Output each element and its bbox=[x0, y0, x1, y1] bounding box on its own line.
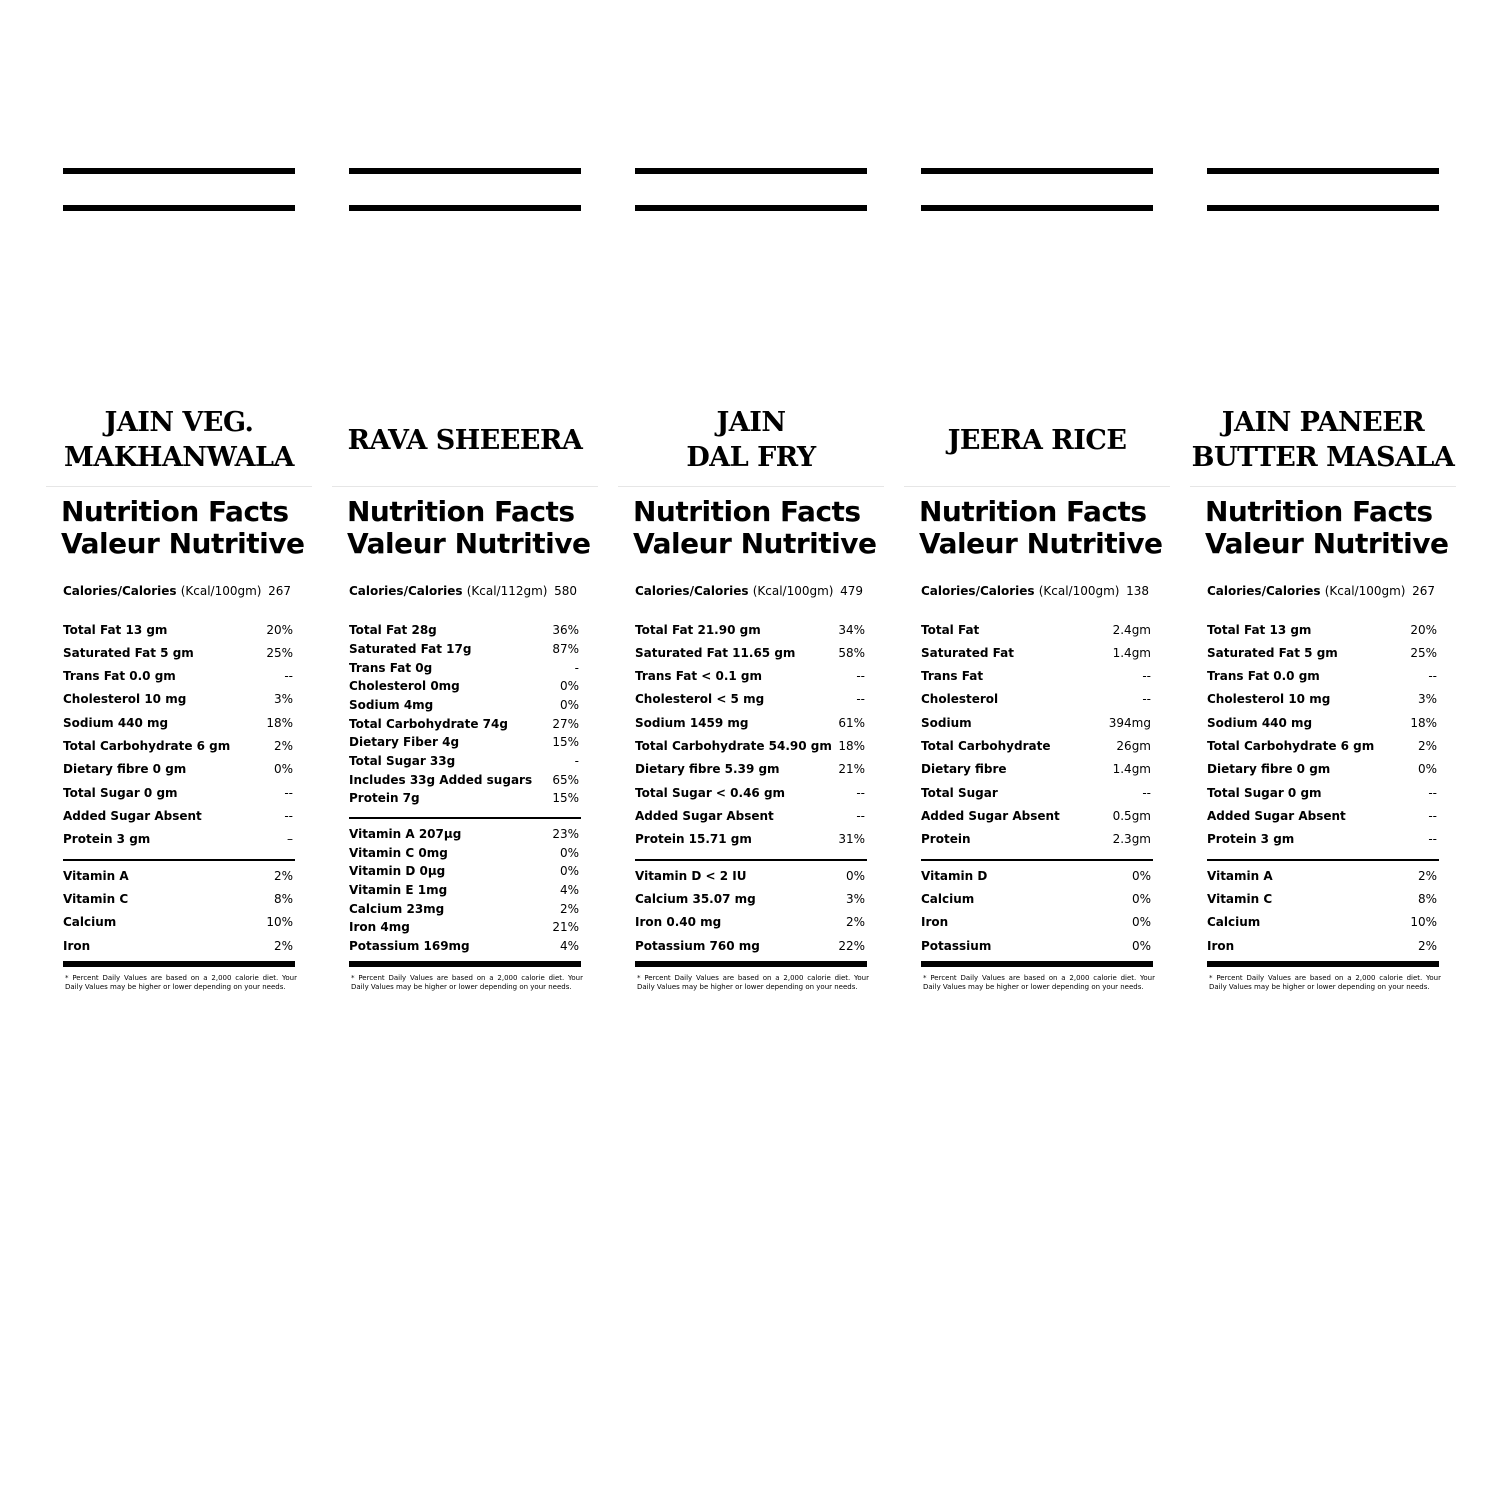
dish-title: JAIN VEG. MAKHANWALA bbox=[64, 407, 294, 473]
calories-unit: (Kcal/100gm) bbox=[1324, 584, 1406, 598]
nutrient-value: 15% bbox=[552, 791, 579, 805]
nutrient-name: Total Carbohydrate 74g bbox=[349, 717, 508, 731]
nutrient-row bbox=[349, 789, 581, 807]
vitamin-row bbox=[63, 867, 295, 885]
nutrient-value: -- bbox=[856, 786, 865, 800]
vitamin-name: Iron 4mg bbox=[349, 920, 410, 934]
vitamin-row bbox=[349, 900, 581, 918]
nutrient-value: -- bbox=[856, 809, 865, 823]
nutrient-value: - bbox=[574, 661, 579, 675]
nutrient-value: 58% bbox=[838, 646, 865, 660]
nutrient-name: Sodium 4mg bbox=[349, 698, 434, 712]
thin-rule bbox=[1207, 859, 1439, 861]
nutrient-row bbox=[921, 714, 1153, 732]
nutrient-value: 34% bbox=[838, 623, 865, 637]
calories-row bbox=[635, 580, 867, 602]
thin-rule bbox=[921, 859, 1153, 861]
nutrient-value: 2.4gm bbox=[1112, 623, 1151, 637]
nutrient-value: 0% bbox=[1417, 762, 1437, 776]
nutrient-name: Cholesterol 10 mg bbox=[63, 692, 187, 706]
calories-row bbox=[349, 580, 581, 602]
nutrient-value: 25% bbox=[266, 646, 293, 660]
nutrient-row bbox=[349, 771, 581, 789]
dish-title: RAVA SHEEERA bbox=[347, 424, 583, 456]
vitamin-name: Potassium bbox=[921, 939, 992, 953]
vitamin-value: 0% bbox=[1131, 869, 1151, 883]
nutrient-name: Dietary Fiber 4g bbox=[349, 735, 460, 749]
vitamin-row bbox=[921, 867, 1153, 885]
nutrient-value: 2% bbox=[273, 739, 293, 753]
nutrient-row bbox=[349, 659, 581, 677]
footnote: * Percent Daily Values are based on a 2,000 calorie diet. Your Daily Values may be higher or lower depending on your needs. bbox=[351, 974, 583, 991]
calories-row bbox=[1207, 580, 1439, 602]
vitamin-value: 0% bbox=[1131, 892, 1151, 906]
vitamin-row bbox=[635, 890, 867, 908]
vitamin-value: 2% bbox=[845, 915, 865, 929]
nutrient-value: -- bbox=[856, 669, 865, 683]
vitamin-name: Vitamin A bbox=[63, 869, 129, 883]
nutrient-name: Protein 15.71 gm bbox=[635, 832, 752, 846]
nutrient-name: Trans Fat 0.0 gm bbox=[1207, 669, 1320, 683]
nutrient-row bbox=[349, 752, 581, 770]
vitamin-value: 3% bbox=[845, 892, 865, 906]
nutrient-row bbox=[635, 784, 867, 802]
vitamin-name: Vitamin D 0µg bbox=[349, 864, 446, 878]
nutrient-row bbox=[349, 733, 581, 751]
thick-rule bbox=[63, 168, 295, 174]
nutrient-value: 20% bbox=[266, 623, 293, 637]
nutrient-row bbox=[921, 644, 1153, 662]
nutrient-value: 61% bbox=[838, 716, 865, 730]
vitamin-row bbox=[349, 918, 581, 936]
nutrient-row bbox=[349, 715, 581, 733]
nutrient-row bbox=[349, 696, 581, 714]
nutrient-name: Trans Fat < 0.1 gm bbox=[635, 669, 763, 683]
nutrient-value: 2% bbox=[1417, 739, 1437, 753]
nutrient-value: 18% bbox=[1410, 716, 1437, 730]
vitamin-name: Calcium 35.07 mg bbox=[635, 892, 756, 906]
title-divider bbox=[904, 486, 1170, 487]
nutrient-value: 1.4gm bbox=[1112, 762, 1151, 776]
nutrition-heading bbox=[633, 495, 877, 560]
nutrient-value: 3% bbox=[273, 692, 293, 706]
heading-french: Valeur Nutritive bbox=[1205, 527, 1449, 560]
vitamin-row bbox=[349, 844, 581, 862]
vitamin-value: 2% bbox=[1417, 869, 1437, 883]
heading-english: Nutrition Facts bbox=[347, 495, 575, 528]
nutrient-value: 18% bbox=[266, 716, 293, 730]
nutrient-name: Total Sugar < 0.46 gm bbox=[635, 786, 786, 800]
nutrient-name: Dietary fibre 5.39 gm bbox=[635, 762, 780, 776]
nutrient-value: 394mg bbox=[1108, 716, 1151, 730]
nutrient-row bbox=[1207, 714, 1439, 732]
nutrient-row bbox=[635, 807, 867, 825]
dish-title: JEERA RICE bbox=[947, 424, 1127, 456]
nutrient-name: Trans Fat 0g bbox=[349, 661, 433, 675]
vitamin-row bbox=[921, 913, 1153, 931]
nutrient-value: -- bbox=[1428, 832, 1437, 846]
vitamin-row bbox=[1207, 867, 1439, 885]
nutrient-value: -- bbox=[1428, 669, 1437, 683]
vitamin-name: Calcium bbox=[63, 915, 117, 929]
nutrient-row bbox=[63, 621, 295, 639]
thick-rule bbox=[635, 961, 867, 967]
nutrient-row bbox=[921, 737, 1153, 755]
vitamin-value: 0% bbox=[1131, 915, 1151, 929]
nutrient-row bbox=[1207, 737, 1439, 755]
vitamin-name: Potassium 760 mg bbox=[635, 939, 760, 953]
nutrient-value: – bbox=[287, 832, 293, 846]
vitamin-row bbox=[63, 890, 295, 908]
nutrient-value: -- bbox=[1428, 786, 1437, 800]
nutrient-name: Total Sugar bbox=[921, 786, 998, 800]
thick-rule bbox=[1207, 961, 1439, 967]
nutrient-row bbox=[1207, 760, 1439, 778]
nutrition-heading bbox=[61, 495, 305, 560]
vitamin-value: 10% bbox=[1410, 915, 1437, 929]
nutrient-name: Sodium 440 mg bbox=[63, 716, 169, 730]
vitamin-value: 0% bbox=[559, 846, 579, 860]
nutrient-row bbox=[349, 677, 581, 695]
thick-rule bbox=[1207, 168, 1439, 174]
vitamin-name: Vitamin A bbox=[1207, 869, 1273, 883]
calories-unit: (Kcal/100gm) bbox=[752, 584, 834, 598]
vitamin-name: Vitamin C bbox=[1207, 892, 1273, 906]
nutrient-name: Saturated Fat 5 gm bbox=[63, 646, 194, 660]
nutrient-value: 26gm bbox=[1116, 739, 1151, 753]
nutrient-name: Includes 33g Added sugars bbox=[349, 773, 533, 787]
heading-french: Valeur Nutritive bbox=[347, 527, 591, 560]
calories-label bbox=[349, 584, 548, 598]
nutrient-name: Trans Fat 0.0 gm bbox=[63, 669, 176, 683]
nutrient-row bbox=[921, 830, 1153, 848]
thick-rule bbox=[349, 961, 581, 967]
footnote: * Percent Daily Values are based on a 2,000 calorie diet. Your Daily Values may be higher or lower depending on your needs. bbox=[65, 974, 297, 991]
heading-french: Valeur Nutritive bbox=[633, 527, 877, 560]
nutrient-row bbox=[635, 714, 867, 732]
vitamin-name: Iron bbox=[63, 939, 91, 953]
nutrient-name: Total Carbohydrate 54.90 gm bbox=[635, 739, 832, 753]
thin-rule bbox=[349, 817, 581, 819]
nutrient-name: Sodium bbox=[921, 716, 972, 730]
thick-rule bbox=[635, 205, 867, 211]
nutrient-name: Dietary fibre 0 gm bbox=[1207, 762, 1331, 776]
nutrient-row bbox=[63, 737, 295, 755]
nutrient-value: 0% bbox=[559, 698, 579, 712]
nutrient-row bbox=[63, 807, 295, 825]
vitamin-value: 23% bbox=[552, 827, 579, 841]
calories-value: 267 bbox=[268, 584, 291, 598]
nutrient-name: Total Carbohydrate 6 gm bbox=[63, 739, 231, 753]
nutrient-name: Protein bbox=[921, 832, 971, 846]
nutrient-value: 36% bbox=[552, 623, 579, 637]
vitamin-value: 8% bbox=[1417, 892, 1437, 906]
footnote: * Percent Daily Values are based on a 2,000 calorie diet. Your Daily Values may be higher or lower depending on your needs. bbox=[637, 974, 869, 991]
vitamin-name: Vitamin E 1mg bbox=[349, 883, 448, 897]
nutrient-value: 15% bbox=[552, 735, 579, 749]
heading-english: Nutrition Facts bbox=[633, 495, 861, 528]
vitamin-row bbox=[635, 913, 867, 931]
vitamin-value: 4% bbox=[559, 883, 579, 897]
thin-rule bbox=[635, 859, 867, 861]
vitamin-value: 22% bbox=[838, 939, 865, 953]
nutrient-name: Total Fat bbox=[921, 623, 980, 637]
thick-rule bbox=[349, 168, 581, 174]
vitamin-value: 8% bbox=[273, 892, 293, 906]
calories-unit: (Kcal/100gm) bbox=[180, 584, 262, 598]
vitamin-row bbox=[349, 937, 581, 955]
nutrient-value: 3% bbox=[1417, 692, 1437, 706]
nutrition-heading bbox=[919, 495, 1163, 560]
nutrient-row bbox=[921, 807, 1153, 825]
nutrient-value: 25% bbox=[1410, 646, 1437, 660]
heading-english: Nutrition Facts bbox=[1205, 495, 1433, 528]
nutrient-value: 27% bbox=[552, 717, 579, 731]
vitamin-value: 0% bbox=[845, 869, 865, 883]
nutrient-value: - bbox=[574, 754, 579, 768]
nutrient-row bbox=[1207, 830, 1439, 848]
nutrient-row bbox=[635, 737, 867, 755]
nutrient-name: Total Sugar 33g bbox=[349, 754, 456, 768]
nutrient-row bbox=[349, 621, 581, 639]
thick-rule bbox=[921, 205, 1153, 211]
nutrient-row bbox=[635, 830, 867, 848]
thick-rule bbox=[921, 168, 1153, 174]
heading-english: Nutrition Facts bbox=[61, 495, 289, 528]
vitamin-row bbox=[63, 913, 295, 931]
vitamin-row bbox=[1207, 937, 1439, 955]
nutrient-row bbox=[1207, 807, 1439, 825]
nutrient-name: Saturated Fat 17g bbox=[349, 642, 472, 656]
calories-unit: (Kcal/100gm) bbox=[1038, 584, 1120, 598]
nutrient-row bbox=[921, 621, 1153, 639]
vitamin-value: 2% bbox=[273, 869, 293, 883]
nutrient-name: Saturated Fat 5 gm bbox=[1207, 646, 1338, 660]
nutrient-value: -- bbox=[284, 809, 293, 823]
vitamin-value: 21% bbox=[552, 920, 579, 934]
title-divider bbox=[46, 486, 312, 487]
nutrient-value: -- bbox=[1142, 669, 1151, 683]
vitamin-value: 2% bbox=[559, 902, 579, 916]
calories-label bbox=[1207, 584, 1406, 598]
nutrient-row bbox=[63, 830, 295, 848]
vitamin-row bbox=[921, 890, 1153, 908]
vitamin-row bbox=[635, 867, 867, 885]
nutrient-name: Total Sugar 0 gm bbox=[1207, 786, 1322, 800]
nutrient-row bbox=[63, 690, 295, 708]
nutrient-row bbox=[635, 644, 867, 662]
vitamin-name: Iron 0.40 mg bbox=[635, 915, 722, 929]
calories-label-text: Calories/Calories bbox=[1207, 584, 1321, 598]
title-divider bbox=[332, 486, 598, 487]
vitamin-name: Iron bbox=[921, 915, 949, 929]
thick-rule bbox=[349, 205, 581, 211]
vitamin-row bbox=[63, 937, 295, 955]
nutrient-value: 65% bbox=[552, 773, 579, 787]
calories-label bbox=[635, 584, 834, 598]
nutrient-name: Cholesterol 0mg bbox=[349, 679, 460, 693]
vitamin-name: Calcium bbox=[1207, 915, 1261, 929]
vitamin-value: 2% bbox=[1417, 939, 1437, 953]
calories-row bbox=[921, 580, 1153, 602]
heading-french: Valeur Nutritive bbox=[61, 527, 305, 560]
heading-french: Valeur Nutritive bbox=[919, 527, 1163, 560]
vitamin-name: Iron bbox=[1207, 939, 1235, 953]
nutrient-name: Saturated Fat bbox=[921, 646, 1015, 660]
nutrient-value: 87% bbox=[552, 642, 579, 656]
nutrient-row bbox=[921, 690, 1153, 708]
nutrient-row bbox=[635, 667, 867, 685]
nutrient-name: Trans Fat bbox=[921, 669, 984, 683]
vitamin-name: Calcium bbox=[921, 892, 975, 906]
vitamin-name: Potassium 169mg bbox=[349, 939, 470, 953]
thick-rule bbox=[635, 168, 867, 174]
calories-value: 138 bbox=[1126, 584, 1149, 598]
nutrient-value: 20% bbox=[1410, 623, 1437, 637]
vitamin-row bbox=[349, 881, 581, 899]
nutrient-name: Total Carbohydrate bbox=[921, 739, 1051, 753]
nutrient-row bbox=[63, 644, 295, 662]
footnote: * Percent Daily Values are based on a 2,000 calorie diet. Your Daily Values may be higher or lower depending on your needs. bbox=[1209, 974, 1441, 991]
nutrient-name: Added Sugar Absent bbox=[1207, 809, 1346, 823]
nutrient-value: 21% bbox=[838, 762, 865, 776]
nutrient-row bbox=[921, 760, 1153, 778]
calories-label bbox=[921, 584, 1120, 598]
dish-title: JAIN DAL FRY bbox=[686, 407, 816, 473]
nutrient-name: Total Sugar 0 gm bbox=[63, 786, 178, 800]
calories-label-text: Calories/Calories bbox=[63, 584, 177, 598]
nutrient-row bbox=[63, 784, 295, 802]
nutrient-name: Dietary fibre bbox=[921, 762, 1007, 776]
nutrient-name: Total Fat 13 gm bbox=[1207, 623, 1312, 637]
calories-row bbox=[63, 580, 295, 602]
vitamin-row bbox=[349, 862, 581, 880]
nutrient-row bbox=[921, 667, 1153, 685]
vitamin-row bbox=[1207, 890, 1439, 908]
nutrient-name: Total Carbohydrate 6 gm bbox=[1207, 739, 1375, 753]
nutrient-row bbox=[1207, 667, 1439, 685]
nutrient-name: Cholesterol 10 mg bbox=[1207, 692, 1331, 706]
nutrient-row bbox=[635, 621, 867, 639]
nutrient-name: Sodium 440 mg bbox=[1207, 716, 1313, 730]
nutrient-name: Added Sugar Absent bbox=[63, 809, 202, 823]
nutrient-name: Dietary fibre 0 gm bbox=[63, 762, 187, 776]
calories-value: 267 bbox=[1412, 584, 1435, 598]
heading-english: Nutrition Facts bbox=[919, 495, 1147, 528]
nutrient-value: 18% bbox=[838, 739, 865, 753]
nutrient-name: Sodium 1459 mg bbox=[635, 716, 749, 730]
nutrient-name: Cholesterol < 5 mg bbox=[635, 692, 765, 706]
vitamin-name: Calcium 23mg bbox=[349, 902, 445, 916]
nutrient-row bbox=[635, 760, 867, 778]
title-divider bbox=[1190, 486, 1456, 487]
nutrient-name: Total Fat 13 gm bbox=[63, 623, 168, 637]
nutrient-row bbox=[1207, 621, 1439, 639]
thick-rule bbox=[63, 961, 295, 967]
vitamin-row bbox=[349, 825, 581, 843]
nutrient-value: 2.3gm bbox=[1112, 832, 1151, 846]
nutrient-value: 31% bbox=[838, 832, 865, 846]
nutrient-name: Cholesterol bbox=[921, 692, 999, 706]
dish-title: JAIN PANEER BUTTER MASALA bbox=[1191, 407, 1455, 473]
nutrient-name: Added Sugar Absent bbox=[921, 809, 1060, 823]
nutrition-heading bbox=[1205, 495, 1449, 560]
nutrient-value: 1.4gm bbox=[1112, 646, 1151, 660]
nutrient-name: Total Fat 21.90 gm bbox=[635, 623, 761, 637]
vitamin-name: Vitamin A 207µg bbox=[349, 827, 462, 841]
nutrient-value: -- bbox=[284, 786, 293, 800]
nutrient-row bbox=[921, 784, 1153, 802]
vitamin-value: 2% bbox=[273, 939, 293, 953]
vitamin-value: 10% bbox=[266, 915, 293, 929]
nutrient-row bbox=[63, 667, 295, 685]
thin-rule bbox=[63, 859, 295, 861]
calories-unit: (Kcal/112gm) bbox=[466, 584, 548, 598]
footnote: * Percent Daily Values are based on a 2,000 calorie diet. Your Daily Values may be higher or lower depending on your needs. bbox=[923, 974, 1155, 991]
calories-value: 580 bbox=[554, 584, 577, 598]
vitamin-name: Vitamin D bbox=[921, 869, 988, 883]
nutrient-row bbox=[349, 640, 581, 658]
nutrient-row bbox=[1207, 690, 1439, 708]
vitamin-name: Vitamin D < 2 IU bbox=[635, 869, 747, 883]
vitamin-row bbox=[1207, 913, 1439, 931]
thick-rule bbox=[1207, 205, 1439, 211]
calories-value: 479 bbox=[840, 584, 863, 598]
calories-label-text: Calories/Calories bbox=[349, 584, 463, 598]
thick-rule bbox=[63, 205, 295, 211]
nutrient-row bbox=[1207, 784, 1439, 802]
nutrient-name: Protein 3 gm bbox=[1207, 832, 1295, 846]
nutrient-row bbox=[1207, 644, 1439, 662]
calories-label-text: Calories/Calories bbox=[921, 584, 1035, 598]
nutrient-row bbox=[63, 760, 295, 778]
thick-rule bbox=[921, 961, 1153, 967]
calories-label-text: Calories/Calories bbox=[635, 584, 749, 598]
nutrition-heading bbox=[347, 495, 591, 560]
nutrient-value: -- bbox=[856, 692, 865, 706]
nutrient-name: Total Fat 28g bbox=[349, 623, 437, 637]
nutrient-row bbox=[63, 714, 295, 732]
vitamin-row bbox=[635, 937, 867, 955]
vitamin-value: 0% bbox=[559, 864, 579, 878]
nutrient-value: 0% bbox=[273, 762, 293, 776]
nutrient-value: -- bbox=[1428, 809, 1437, 823]
title-divider bbox=[618, 486, 884, 487]
nutrient-value: -- bbox=[1142, 692, 1151, 706]
nutrient-name: Protein 7g bbox=[349, 791, 420, 805]
nutrient-value: 0.5gm bbox=[1112, 809, 1151, 823]
nutrient-name: Added Sugar Absent bbox=[635, 809, 774, 823]
nutrient-name: Saturated Fat 11.65 gm bbox=[635, 646, 796, 660]
nutrient-name: Protein 3 gm bbox=[63, 832, 151, 846]
vitamin-value: 0% bbox=[1131, 939, 1151, 953]
vitamin-value: 4% bbox=[559, 939, 579, 953]
nutrient-value: -- bbox=[284, 669, 293, 683]
nutrient-value: 0% bbox=[559, 679, 579, 693]
nutrient-row bbox=[635, 690, 867, 708]
vitamin-name: Vitamin C bbox=[63, 892, 129, 906]
vitamin-row bbox=[921, 937, 1153, 955]
vitamin-name: Vitamin C 0mg bbox=[349, 846, 448, 860]
calories-label bbox=[63, 584, 262, 598]
nutrient-value: -- bbox=[1142, 786, 1151, 800]
